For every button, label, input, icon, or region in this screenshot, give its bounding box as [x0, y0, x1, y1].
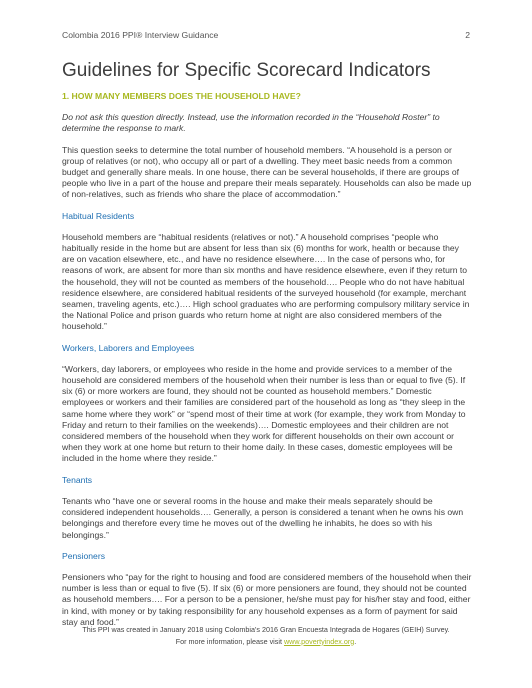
- section-body-workers: “Workers, day laborers, or employees who reside in the home and provide services to a member of the household are considered members of the household when their number is less than or equal to five (5). If six (6) or more workers are found, they should not be counted as household members.” Domestic employees or workers and their families are considered part of the household as long as “they sleep in the same home where they work” or “spend most of their time at work (for example, they work from Monday to Friday and return to their families on the weekends)…. Domestic employees and their children are not considered members of the household when they work for different households on their own account or when they work at one home but return to their home daily. In these cases, domestic employees will be included in the home where they reside.”: [62, 363, 466, 464]
- povertyindex-link[interactable]: www.povertyindex.org: [283, 636, 355, 646]
- section-heading-workers: Workers, Laborers and Employees: [62, 342, 195, 353]
- page-footer: [0, 624, 532, 647]
- document-title: Colombia 2016 PPI® Interview Guidance: [62, 30, 219, 40]
- section-heading-tenants: Tenants: [62, 474, 93, 485]
- page-title: Guidelines for Specific Scorecard Indicators: [62, 60, 431, 81]
- section-body-pensioners: Pensioners who “pay for the right to housing and food are considered members of the household when their number is less than or equal to five (5). If six (6) or more pensioners are found, they should not be counted as household members…. For a person to be a pensioner, he/she must pay for his/her stay and food, either in kind, with money or by taking responsibility for any household expenses as a form of payment for said stay and food.”: [62, 571, 472, 627]
- intro-paragraph: This question seeks to determine the total number of household members. “A household is a person or group of relatives (or not), who occupy all or part of a dwelling. They meet basic needs from a common budget and generally share meals. In one house, there can be several households, if there are groups of people who live in a part of the house and prepare their meals separately. Households can also be made up of non-relatives, such as friends who share the place of accommodation.”: [62, 144, 472, 200]
- instruction-text: Do not ask this question directly. Instead, use the information recorded in the “Household Roster” to determine the response to mark.: [62, 112, 440, 134]
- section-heading-pensioners: Pensioners: [62, 550, 105, 561]
- section-body-habitual-residents: Household members are “habitual residents (relatives or not).” A household comprises “people who habitually reside in the home but are absent for less than six (6) months for work, health or because they are on vacation elsewhere, etc., and have no residence elsewhere…. In the case of persons who, for reasons of work, are absent for more than six months and have residence elsewhere, even if they return to the household, they will not be counted as members of the household…. People who do not have habitual residence elsewhere, are considered habitual residents of the surveyed household (for example, merchant seamen, traveling agents, etc.)…. High school graduates who are performing compulsory military service in the National Police and prison guards who return home at night are also considered members of the household.”: [62, 231, 470, 332]
- section-body-tenants: Tenants who “have one or several rooms in the house and make their meals separately should be considered independent households…. Generally, a person is considered a tenant when he owns his own belongings and therefore every time he moves out of the dwelling he inhabits, he does so with his belongings.”: [62, 495, 464, 540]
- question-heading: 1. HOW MANY MEMBERS DOES THE HOUSEHOLD HAVE?: [62, 91, 301, 101]
- page-number: 2: [465, 30, 470, 40]
- footer-prefix: For more information, please visit: [175, 636, 284, 646]
- footer-line-2: [0, 636, 532, 648]
- footer-suffix: .: [354, 636, 357, 646]
- main-content: [62, 91, 472, 638]
- section-heading-habitual-residents: Habitual Residents: [62, 210, 135, 221]
- footer-line-1: This PPI was created in January 2018 using Colombia’s 2016 Gran Encuesta Integrada de Hogares (GEIH) Survey.: [82, 625, 450, 634]
